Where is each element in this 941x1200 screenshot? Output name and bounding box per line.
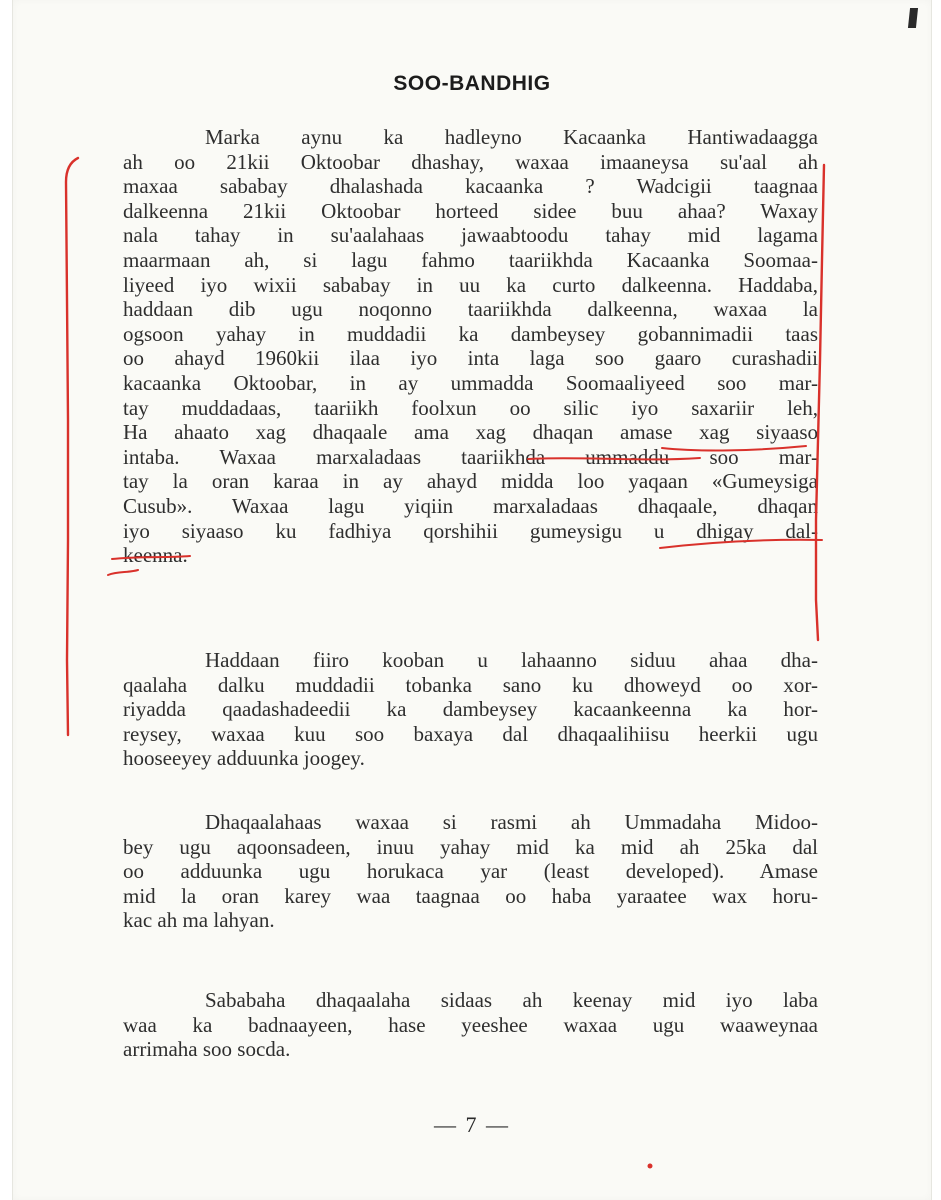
text-line: ah oo 21kii Oktoobar dhashay, waxaa imaaneysa su'aal ah (123, 149, 818, 174)
text-line: oo ahayd 1960kii ilaa iyo inta laga soo gaaro curashadii (123, 346, 818, 371)
text-line: tay muddadaas, taariikh foolxun oo silic iyo saxariir leh, (123, 395, 818, 420)
text-line: nala tahay in su'aalahaas jawaabtoodu tahay mid lagama (123, 223, 818, 248)
text-line: liyeed iyo wixii sababay in uu ka curto dalkeenna. Haddaba, (123, 272, 818, 297)
paragraph-3 (123, 810, 818, 933)
text-line: arrimaha soo socda. (123, 1037, 291, 1062)
paragraph-1 (123, 125, 818, 568)
page-title: SOO-BANDHIG (393, 72, 551, 95)
text-line: waa ka badnaayeen, hase yeeshee waxaa ugu waaweynaa (123, 1012, 818, 1037)
text-line: reysey, waxaa kuu soo baxaya dal dhaqaalihiisu heerkii ugu (123, 721, 818, 746)
text-line: Marka aynu ka hadleyno Kacaanka Hantiwadaagga (205, 125, 818, 149)
text-line: kac ah ma lahyan. (123, 908, 275, 933)
paragraph-2 (123, 648, 818, 771)
text-line: maarmaan ah, si lagu fahmo taariikhda Kacaanka Soomaa- (123, 247, 818, 272)
text-line: Haddaan fiiro kooban u lahaanno siduu ahaa dha- (205, 648, 818, 672)
text-line: dalkeenna 21kii Oktoobar horteed sidee buu ahaa? Waxay (123, 198, 818, 223)
text-line: Cusub». Waxaa lagu yiqiin marxaladaas dhaqaale, dhaqan (123, 493, 818, 518)
text-line: Dhaqaalahaas waxaa si rasmi ah Ummadaha Midoo- (205, 810, 818, 834)
text-line: Sababaha dhaqaalaha sidaas ah keenay mid iyo laba (205, 988, 818, 1012)
text-line: maxaa sababay dhalashada kacaanka ? Wadcigii taagnaa (123, 174, 818, 199)
text-line: intaba. Waxaa marxaladaas taariikhda ummaddu soo mar- (123, 444, 818, 469)
text-line: haddaan dib ugu noqonno taariikhda dalkeenna, waxaa la (123, 297, 818, 322)
text-line: mid la oran karey waa taagnaa oo haba yaraatee wax horu- (123, 883, 818, 908)
document-page (12, 0, 932, 1200)
text-line: keenna. (123, 543, 188, 568)
text-line: iyo siyaaso ku fadhiya qorshihii gumeysigu u dhigay dal- (123, 518, 818, 543)
text-line: oo adduunka ugu horukaca yar (least developed). Amase (123, 859, 818, 884)
page-number: — 7 — (434, 1112, 510, 1137)
text-line: bey ugu aqoonsadeen, inuu yahay mid ka mid ah 25ka dal (123, 834, 818, 859)
text-line: qaalaha dalku muddadii tobanka sano ku dhoweyd oo xor- (123, 672, 818, 697)
text-line: hooseeyey adduunka joogey. (123, 746, 365, 771)
page-corner-mark (908, 8, 918, 28)
text-line: riyadda qaadashadeedii ka dambeysey kacaankeenna ka hor- (123, 697, 818, 722)
paragraph-4 (123, 988, 818, 1062)
text-line: kacaanka Oktoobar, in ay ummadda Soomaaliyeed soo mar- (123, 370, 818, 395)
text-line: ogsoon yahay in muddadii ka dambeysey gobannimadii taas (123, 321, 818, 346)
text-line: Ha ahaato xag dhaqaale ama xag dhaqan amase xag siyaaso (123, 420, 818, 445)
text-line: tay la oran karaa in ay ahayd midda loo yaqaan «Gumeysiga (123, 469, 818, 494)
